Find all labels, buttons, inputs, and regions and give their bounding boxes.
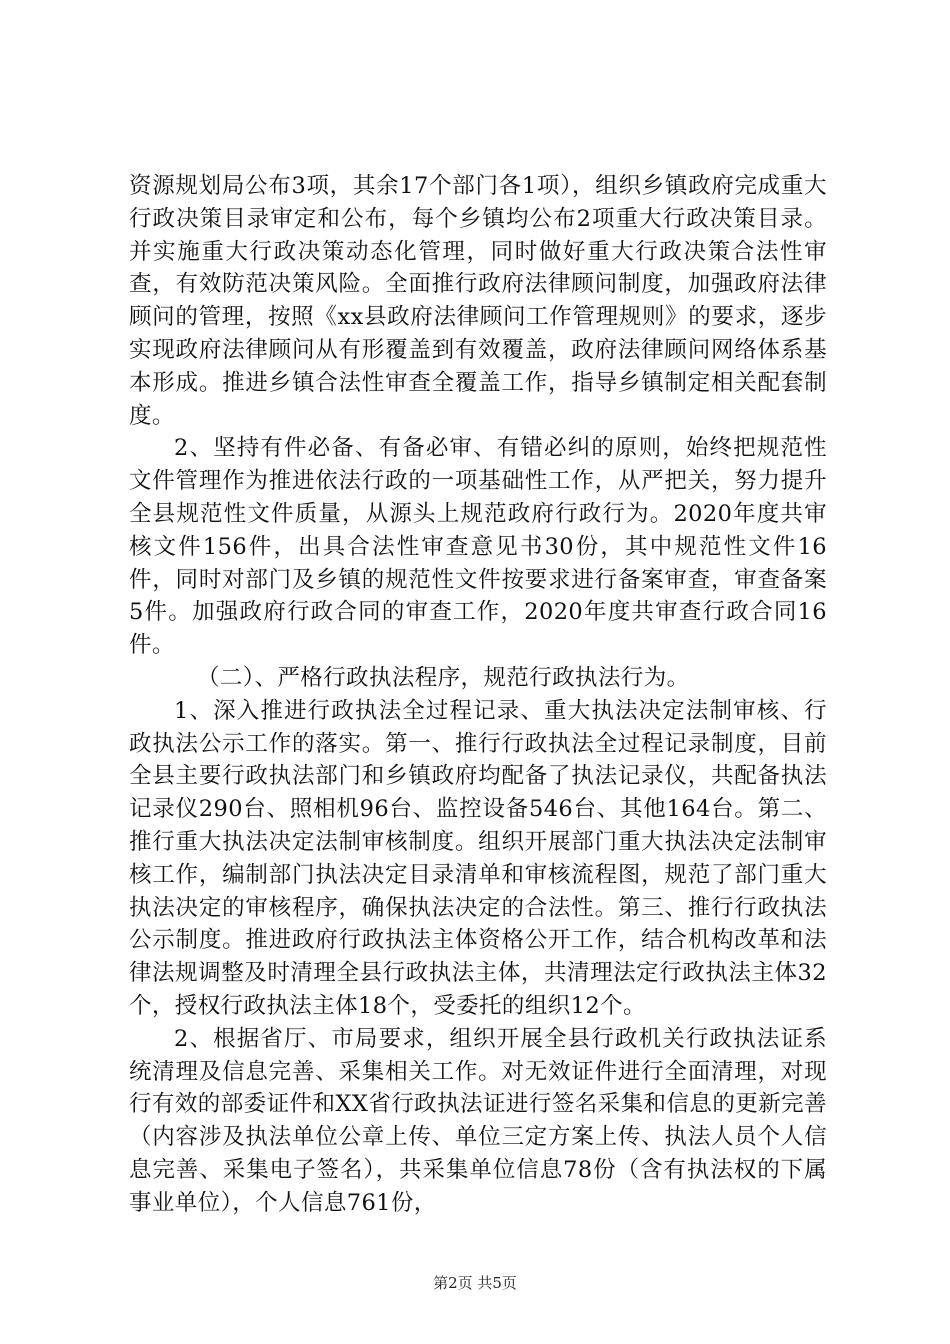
- paragraph-item-2-normative-documents: 2、坚持有件必备、有备必审、有错必纠的原则，始终把规范性文件管理作为推进依法行政的一项基础性工作，从严把关，努力提升全县规范性文件质量，从源头上规范政府行政行为。2020年度共审核文件156件，出具合法性审查意见书30份，其中规范性文件16件，同时对部门及乡镇的规范性文件按要求进行备案审查，审查备案5件。加强政府行政合同的审查工作，2020年度共审查行政合同16件。: [129, 435, 827, 659]
- section-heading-2: （二）、严格行政执法程序，规范行政执法行为。: [197, 664, 690, 691]
- page-footer: 第2页 共5页: [433, 1274, 517, 1292]
- document-body: [129, 170, 827, 1220]
- paragraph-item-2-certificates: 2、根据省厅、市局要求，组织开展全县行政机关行政执法证系统清理及信息完善、采集相关工作。对无效证件进行全面清理，对现行有效的部委证件和XX省行政执法证进行签名采集和信息的更新完善（内容涉及执法单位公章上传、单位三定方案上传、执法人员个人信息完善、采集电子签名），共采集单位信息78份（含有执法权的下属事业单位），个人信息761份，: [129, 1025, 827, 1216]
- paragraph-continued: 资源规划局公布3项，其余17个部门各1项），组织乡镇政府完成重大行政决策目录审定和公布，每个乡镇均公布2项重大行政决策目录。并实施重大行政决策动态化管理，同时做好重大行政决策合法性审查，有效防范决策风险。全面推行政府法律顾问制度，加强政府法律顾问的管理，按照《xx县政府法律顾问工作管理规则》的要求，逐步实现政府法律顾问从有形覆盖到有效覆盖，政府法律顾问网络体系基本形成。推进乡镇合法性审查全覆盖工作，指导乡镇制定相关配套制度。: [129, 173, 827, 429]
- paragraph-item-1-enforcement: 1、深入推进行政执法全过程记录、重大执法决定法制审核、行政执法公示工作的落实。第一、推行行政执法全过程记录制度，目前全县主要行政执法部门和乡镇政府均配备了执法记录仪，共配备执法记录仪290台、照相机96台、监控设备546台、其他164台。第二、推行重大执法决定法制审核制度。组织开展部门重大执法决定法制审核工作，编制部门执法决定目录清单和审核流程图，规范了部门重大执法决定的审核程序，确保执法决定的合法性。第三、推行行政执法公示制度。推进政府行政执法主体资格公开工作，结合机构改革和法律法规调整及时清理全县行政执法主体，共清理法定行政执法主体32个，授权行政执法主体18个，受委托的组织12个。: [129, 697, 827, 1019]
